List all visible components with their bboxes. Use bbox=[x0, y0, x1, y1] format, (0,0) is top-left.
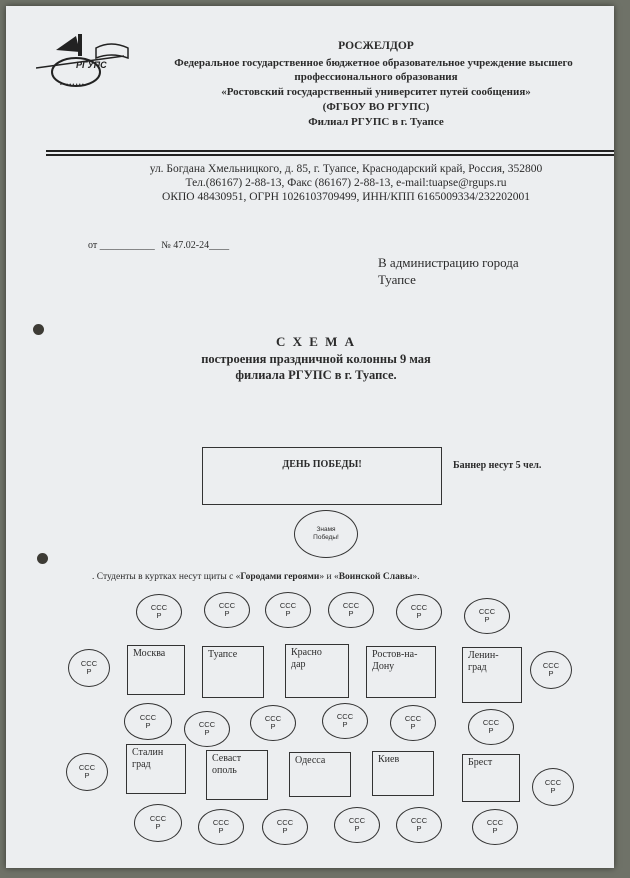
logo-text: РГУПС bbox=[76, 60, 107, 70]
students-note bbox=[92, 572, 420, 582]
from-blank: ___________ bbox=[99, 240, 155, 251]
city-shield: Туапсе bbox=[202, 646, 264, 698]
rgups-logo bbox=[36, 28, 134, 96]
ussr-shield: ССС Р bbox=[322, 703, 368, 739]
scheme-subtitle-2: филиала РГУПС в г. Туапсе. bbox=[235, 368, 397, 382]
header-line1: Федеральное государственное бюджетное образовательное учреждение высшего bbox=[174, 57, 573, 69]
addressee bbox=[378, 254, 519, 288]
ussr-shield: ССС Р bbox=[204, 592, 250, 628]
ussr-shield: ССС Р bbox=[396, 594, 442, 630]
city-shield: Москва bbox=[127, 645, 185, 695]
note-end: ». bbox=[412, 572, 420, 582]
banner-box bbox=[202, 447, 442, 505]
ussr-shield: ССС Р bbox=[124, 703, 172, 740]
punch-hole-bottom bbox=[37, 553, 48, 564]
address-line2: Тел.(86167) 2-88-13, Факс (86167) 2-88-13, e-mail:tuapse@rgups.ru bbox=[185, 177, 507, 189]
ussr-shield: ССС Р bbox=[68, 649, 110, 687]
header-line4: (ФГБОУ ВО РГУПС) bbox=[322, 101, 430, 113]
ussr-shield: ССС Р bbox=[532, 768, 574, 806]
header-rule-2 bbox=[46, 154, 614, 156]
header-line5: Филиал РГУПС в г. Туапсе bbox=[308, 116, 444, 128]
ussr-shield: ССС Р bbox=[530, 651, 572, 689]
header-line3: «Ростовский государственный университет путей сообщения» bbox=[221, 86, 531, 98]
addressee-line2: Туапсе bbox=[378, 272, 416, 287]
letter-number: № 47.02-24____ bbox=[161, 240, 230, 251]
ussr-shield: ССС Р bbox=[265, 592, 311, 628]
from-label: от bbox=[88, 240, 98, 251]
addressee-line1: В администрацию города bbox=[378, 255, 519, 270]
svg-text:• • • • • • • •: • • • • • • • • bbox=[60, 82, 84, 88]
city-shield: Ленин- град bbox=[462, 647, 522, 703]
ussr-shield: ССС Р bbox=[134, 804, 182, 842]
ussr-shield: ССС Р bbox=[184, 711, 230, 747]
city-shield: Киев bbox=[372, 751, 434, 796]
header-line2: профессионального образования bbox=[294, 71, 458, 83]
city-shield: Красно дар bbox=[285, 644, 349, 698]
ussr-shield: ССС Р bbox=[136, 594, 182, 630]
ussr-shield: ССС Р bbox=[334, 807, 380, 843]
ussr-shield: ССС Р bbox=[66, 753, 108, 791]
header-org: РОСЖЕЛДОР bbox=[338, 40, 414, 52]
scheme-title: С Х Е М А bbox=[275, 334, 357, 349]
ussr-shield: ССС Р bbox=[472, 809, 518, 845]
note-bold-1: Городами героями bbox=[240, 572, 320, 582]
note-plain: . Студенты в куртках несут щиты с « bbox=[92, 572, 241, 582]
letter-ref bbox=[88, 240, 229, 251]
ussr-shield: ССС Р bbox=[198, 809, 244, 845]
address-line3: ОКПО 48430951, ОГРН 1026103709499, ИНН/КПП 6165009334/232202001 bbox=[162, 191, 530, 203]
address-line1: ул. Богдана Хмельницкого, д. 85, г. Туапсе, Краснодарский край, Россия, 352800 bbox=[149, 163, 543, 175]
banner-text: ДЕНЬ ПОБЕДЫ! bbox=[282, 459, 362, 470]
ussr-shield: ССС Р bbox=[390, 705, 436, 741]
city-shield: Севаст ополь bbox=[206, 750, 268, 800]
ussr-shield: ССС Р bbox=[468, 709, 514, 745]
victory-banner-text: Знамя Победы! bbox=[313, 526, 339, 541]
note-mid: » и « bbox=[319, 572, 339, 582]
ussr-shield: ССС Р bbox=[396, 807, 442, 843]
ussr-shield: ССС Р bbox=[464, 598, 510, 634]
ussr-shield: ССС Р bbox=[250, 705, 296, 741]
city-shield: Ростов-на- Дону bbox=[366, 646, 436, 698]
header-rule bbox=[46, 150, 614, 152]
city-shield: Одесса bbox=[289, 752, 351, 797]
banner-note: Баннер несут 5 чел. bbox=[453, 460, 542, 471]
ussr-shield: ССС Р bbox=[328, 592, 374, 628]
document-sheet bbox=[6, 6, 614, 868]
note-bold-2: Воинской Славы bbox=[338, 572, 413, 582]
scheme-subtitle-1: построения праздничной колонны 9 мая bbox=[201, 352, 431, 366]
victory-banner-oval bbox=[294, 510, 358, 558]
city-shield: Брест bbox=[462, 754, 520, 802]
city-shield: Сталин град bbox=[126, 744, 186, 794]
ussr-shield: ССС Р bbox=[262, 809, 308, 845]
punch-hole-top bbox=[33, 324, 44, 335]
